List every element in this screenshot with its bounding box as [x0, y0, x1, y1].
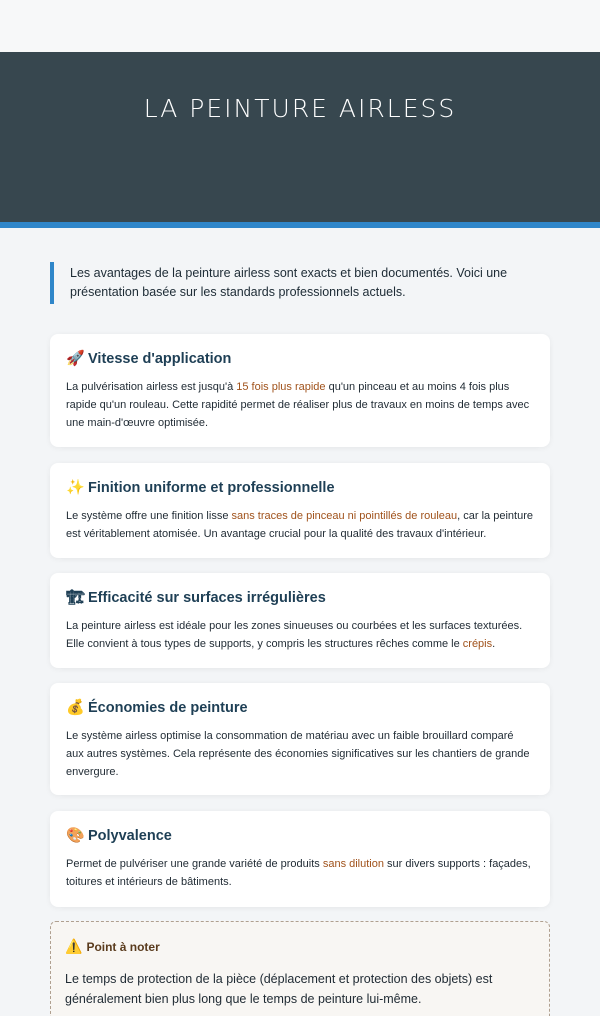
warning-icon: ⚠️ [65, 938, 83, 954]
card-text-part: , car la peinture est véritablement atomisée. Un avantage crucial pour la qualité des travaux d'intérieur. [66, 510, 533, 540]
card-text-part: Le système airless optimise la consommation de matériau avec un faible brouillard comparé aux autres systèmes. Cela représente des économies significatives sur les chantiers de grande envergure. [66, 730, 530, 778]
card-text [66, 507, 534, 543]
card-title-text: Vitesse d'application [88, 351, 232, 367]
advantage-card-paint-savings [50, 683, 550, 795]
page-title: LA PEINTURE AIRLESS [143, 94, 457, 123]
card-title [66, 350, 534, 368]
card-title [66, 589, 534, 607]
card-highlight: 15 fois plus rapide [236, 381, 326, 393]
main-content [0, 262, 600, 1016]
money-bag-icon: 💰 [66, 699, 85, 716]
card-text-part: sur divers supports : façades, toitures et intérieurs de bâtiments. [66, 858, 531, 888]
card-highlight: sans dilution [322, 858, 384, 870]
sparkles-icon: ✨ [66, 479, 85, 496]
advantage-card-versatility [50, 811, 550, 907]
card-text-part: La peinture airless est idéale pour les zones sinueuses ou courbées et les surfaces texturées. Elle convient à tous types de supports, y compris les structures rêches comme le [66, 620, 523, 650]
card-title-text: Polyvalence [88, 828, 172, 844]
intro-paragraph: Les avantages de la peinture airless sont exacts et bien documentés. Voici une présentation basée sur les standards professionnels actuels. [50, 262, 550, 304]
hero-banner [0, 52, 600, 222]
card-text-part: Le système offre une finition lisse [66, 510, 232, 522]
card-title [66, 479, 534, 497]
card-title-text: Finition uniforme et professionnelle [88, 480, 335, 496]
palette-icon: 🎨 [66, 827, 85, 844]
top-bar [0, 0, 600, 52]
card-text [66, 378, 534, 432]
advantage-card-speed [50, 334, 550, 447]
card-title-text: Efficacité sur surfaces irrégulières [88, 590, 326, 606]
card-highlight: crépis [462, 638, 493, 650]
construction-icon: 🏗 [66, 589, 86, 606]
card-title [66, 827, 534, 845]
card-text [66, 617, 534, 653]
note-title [65, 938, 535, 955]
card-title-text: Économies de peinture [88, 700, 248, 716]
card-text [66, 855, 534, 891]
card-highlight: sans traces de pinceau ni pointillés de rouleau [231, 510, 458, 522]
note-box [50, 921, 550, 1016]
rocket-icon: 🚀 [66, 350, 85, 367]
card-text [66, 727, 534, 781]
advantage-card-irregular-surfaces [50, 573, 550, 668]
card-text-part: . [492, 638, 496, 650]
card-text-part: qu'un pinceau et au moins 4 fois plus rapide qu'un rouleau. Cette rapidité permet de réaliser plus de travaux en moins de temps avec une main-d'œuvre optimisée. [66, 381, 530, 429]
note-text: Le temps de protection de la pièce (déplacement et protection des objets) est généralement bien plus long que le temps de peinture lui-même. [65, 972, 493, 1006]
hero-accent-stripe [0, 222, 600, 228]
card-title [66, 699, 534, 717]
card-text-part: La pulvérisation airless est jusqu'à [66, 381, 237, 393]
note-title-text: Point à noter [86, 939, 160, 954]
card-text-part: Permet de pulvériser une grande variété de produits [66, 858, 323, 870]
advantage-card-finish [50, 463, 550, 558]
